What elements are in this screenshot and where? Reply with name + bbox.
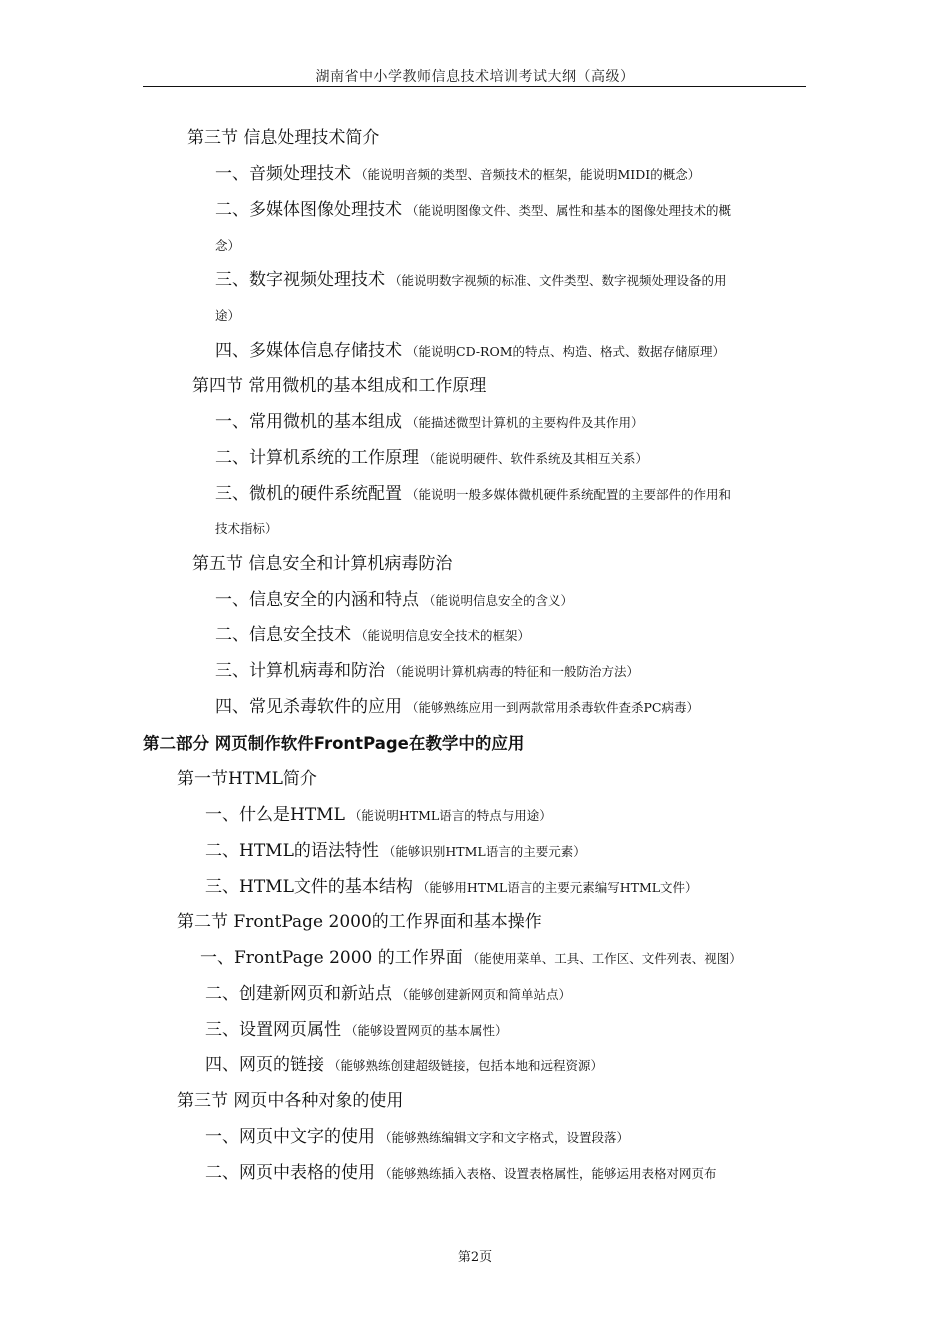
- item-note: （能说明信息安全的含义）: [423, 593, 574, 608]
- item-title: 三、设置网页属性: [205, 1020, 341, 1040]
- item-note: （能说明数字视频的标准、文件类型、数字视频处理设备的用: [389, 273, 727, 288]
- item-note: （能说明CD-ROM的特点、构造、格式、数据存储原理）: [406, 344, 726, 359]
- outline-item: [205, 840, 586, 863]
- heading-text: 第二节 FrontPage 2000的工作界面和基本操作: [177, 912, 542, 932]
- item-note: （能说明音频的类型、音频技术的框架，能说明MIDI的概念）: [355, 167, 701, 182]
- item-title: 二、创建新网页和新站点: [205, 984, 392, 1004]
- outline-item: [215, 163, 700, 186]
- section-heading: [177, 768, 317, 790]
- item-note: （能够识别HTML语言的主要元素）: [382, 844, 586, 859]
- part-heading: 第二部分 网页制作软件FrontPage在教学中的应用: [143, 734, 525, 753]
- item-note: （能描述微型计算机的主要构件及其作用）: [406, 415, 644, 430]
- header-divider: [143, 86, 806, 87]
- item-note: （能够设置网页的基本属性）: [345, 1023, 508, 1038]
- item-note: （能够熟练应用一到两款常用杀毒软件查杀PC病毒）: [406, 700, 699, 715]
- outline-item: [215, 660, 639, 683]
- item-title: 一、音频处理技术: [215, 164, 351, 184]
- item-note: （能够熟练编辑文字和文字格式，设置段落）: [379, 1130, 630, 1145]
- heading-text: 第五节 信息安全和计算机病毒防治: [192, 554, 453, 574]
- item-title: 三、数字视频处理技术: [215, 270, 385, 290]
- item-title: 二、多媒体图像处理技术: [215, 200, 402, 220]
- outline-item: [215, 483, 731, 506]
- section-heading: [177, 1090, 403, 1112]
- note-continuation: 途）: [215, 308, 241, 323]
- item-note: （能说明计算机病毒的特征和一般防治方法）: [389, 664, 640, 679]
- outline-item: [215, 624, 530, 647]
- item-note: （能够创建新网页和简单站点）: [396, 987, 572, 1002]
- item-title: 三、计算机病毒和防治: [215, 661, 385, 681]
- item-title: 一、网页中文字的使用: [205, 1127, 375, 1147]
- outline-item: [205, 1054, 603, 1077]
- note-continuation: 技术指标）: [215, 521, 278, 536]
- section-heading: [177, 911, 542, 933]
- outline-item: [215, 199, 731, 222]
- heading-text: 第三节 网页中各种对象的使用: [177, 1091, 404, 1111]
- item-title: 一、什么是HTML: [205, 805, 345, 825]
- item-note: （能说明图像文件、类型、属性和基本的图像处理技术的概: [406, 203, 732, 218]
- item-note: （能说明HTML语言的特点与用途）: [348, 808, 552, 823]
- item-note: （能够熟练创建超级链接，包括本地和远程资源）: [328, 1058, 604, 1073]
- item-title: 四、多媒体信息存储技术: [215, 341, 402, 361]
- outline-item: [205, 804, 552, 827]
- item-title: 四、常见杀毒软件的应用: [215, 697, 402, 717]
- item-note: （能说明硬件、软件系统及其相互关系）: [423, 451, 649, 466]
- header-title: 湖南省中小学教师信息技术培训考试大纲（高级）: [315, 69, 635, 85]
- item-title: 二、HTML的语法特性: [205, 841, 379, 861]
- heading-text: 第三节 信息处理技术简介: [187, 128, 380, 148]
- outline-item: [205, 1126, 629, 1149]
- outline-item: [205, 983, 571, 1006]
- outline-item: [215, 340, 725, 363]
- outline-item: [215, 269, 727, 292]
- item-note: （能说明信息安全技术的框架）: [355, 628, 531, 643]
- page-number: 第2页: [457, 1250, 493, 1265]
- outline-item: [205, 1019, 508, 1042]
- item-title: 二、计算机系统的工作原理: [215, 448, 419, 468]
- outline-item: [205, 1162, 717, 1185]
- heading-text: 第四节 常用微机的基本组成和工作原理: [192, 376, 487, 396]
- section-heading: [192, 375, 486, 397]
- item-title: 二、信息安全技术: [215, 625, 351, 645]
- item-note: （能使用菜单、工具、工作区、文件列表、视图）: [466, 951, 742, 966]
- item-title: 三、微机的硬件系统配置: [215, 484, 402, 504]
- outline-item: [215, 589, 573, 612]
- section-heading: [187, 127, 379, 149]
- item-note: （能说明一般多媒体微机硬件系统配置的主要部件的作用和: [406, 487, 732, 502]
- item-title: 二、网页中表格的使用: [205, 1163, 375, 1183]
- heading-text: 第一节HTML简介: [177, 769, 317, 789]
- item-title: 一、FrontPage 2000 的工作界面: [200, 948, 463, 968]
- item-note: （能够用HTML语言的主要元素编写HTML文件）: [416, 880, 698, 895]
- item-title: 三、HTML文件的基本结构: [205, 877, 413, 897]
- outline-item: [215, 411, 644, 434]
- note-continuation: 念）: [215, 238, 241, 253]
- outline-item: [205, 876, 698, 899]
- section-heading: [192, 553, 452, 575]
- outline-item: [215, 696, 699, 719]
- item-title: 四、网页的链接: [205, 1055, 324, 1075]
- outline-item: [215, 447, 648, 470]
- item-title: 一、常用微机的基本组成: [215, 412, 402, 432]
- item-title: 一、信息安全的内涵和特点: [215, 590, 419, 610]
- outline-item: [200, 947, 742, 970]
- item-note: （能够熟练插入表格、设置表格属性，能够运用表格对网页布: [379, 1166, 717, 1181]
